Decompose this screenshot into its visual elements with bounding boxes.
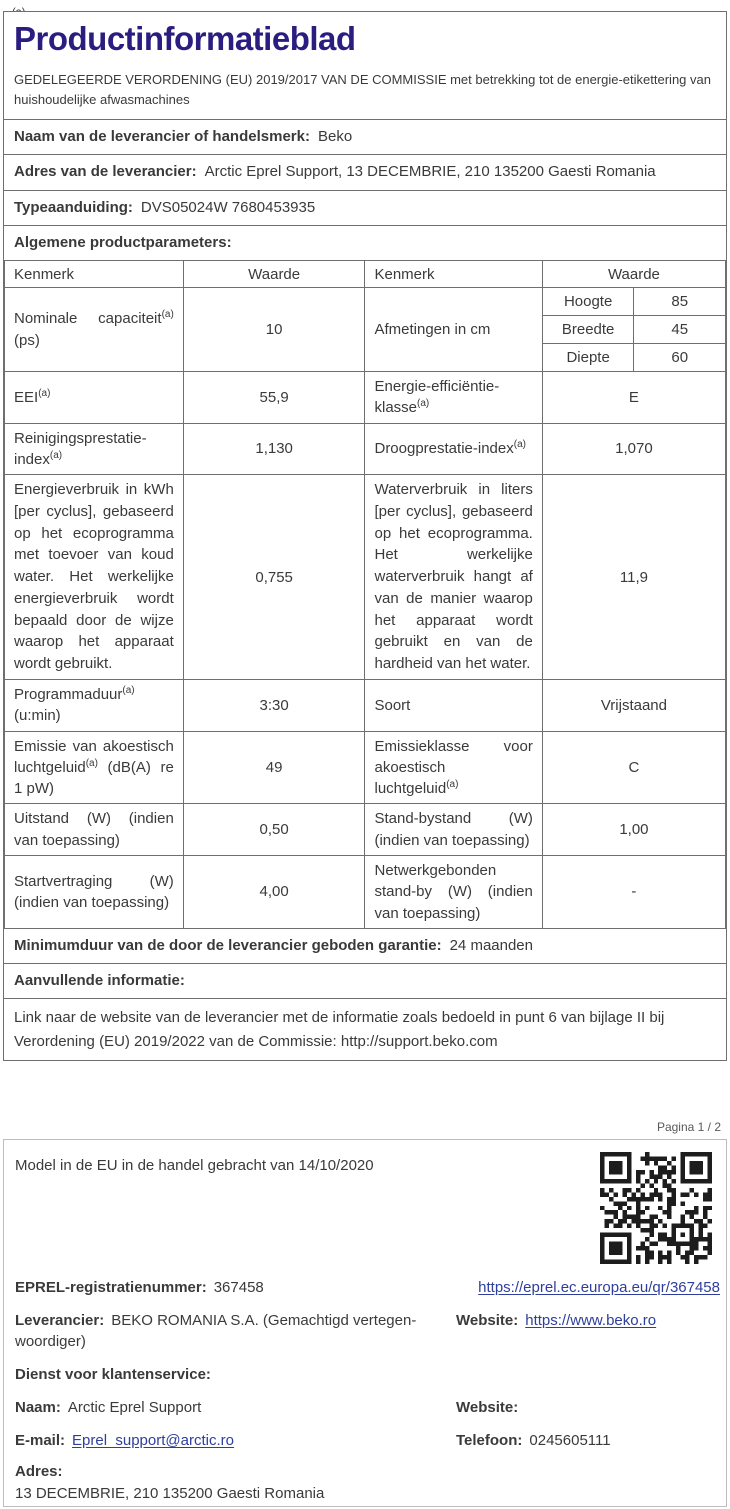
param-value: Vrijstaand (542, 679, 725, 731)
col-header-waarde-1: Waarde (183, 261, 365, 288)
param-label: Uitstand (W) (indien van toepassing) (5, 804, 184, 856)
regulation-subtitle: GEDELEGEERDE VERORDENING (EU) 2019/2017 VAN DE COMMISSIE met betrekking tot de energie-etikettering van huishoudelijke afwasmachines (14, 72, 711, 107)
param-value: 10 (183, 288, 365, 372)
param-label: Droogprestatie-index$^{(a)}$ (365, 423, 542, 475)
dimension-name: Diepte (543, 344, 634, 372)
param-value: 1,130 (183, 423, 365, 475)
supplier-name-row (4, 119, 726, 154)
dimension-name: Breedte (543, 316, 634, 344)
type-designation-row (4, 190, 726, 225)
param-value: 3:30 (183, 679, 365, 731)
param-label: Soort (365, 679, 542, 731)
param-value: 0,50 (183, 804, 365, 856)
type-designation-label: Typeaanduiding: (14, 198, 133, 216)
supplier-address-value: Arctic Eprel Support, 13 DECEMBRIE, 210 135200 Gaesti Romania (204, 163, 656, 181)
service-website-label: Website: (456, 1399, 519, 1416)
service-address-value: 13 DECEMBRIE, 210 135200 Gaesti Romania (15, 1485, 325, 1502)
supplier-row (15, 1310, 443, 1352)
eprel-value: 367458 (213, 1279, 264, 1296)
supplier-website-link[interactable]: http://support.beko.com (340, 1032, 498, 1050)
service-email-label: E-mail: (15, 1432, 66, 1449)
eprel-label: EPREL-registratienummer: (15, 1279, 207, 1296)
supplier-name-value: Beko (317, 128, 353, 145)
dimensions-subtable-cell (542, 288, 725, 372)
table-row (5, 372, 726, 424)
supplier-website-text: Link naar de website van de leverancier met de informatie zoals bedoeld in punt 6 van bijlage II bij Verordening (EU) 2019/2022 van de Commissie: (14, 1009, 665, 1050)
service-name-row (15, 1397, 201, 1418)
table-row (5, 288, 726, 372)
table-row (543, 344, 725, 372)
service-email-link[interactable]: Eprel_support@arctic.ro (72, 1432, 234, 1449)
service-website-row (456, 1397, 525, 1418)
table-row (543, 288, 725, 316)
additional-info-heading: Aanvullende informatie: (4, 963, 726, 998)
service-email-row (15, 1430, 234, 1451)
service-phone-label: Telefoon: (456, 1432, 523, 1449)
supplier-website-row (4, 998, 726, 1060)
table-header-row (5, 261, 726, 288)
param-value: C (542, 731, 725, 804)
col-header-kenmerk-2: Kenmerk (365, 261, 542, 288)
page-indicator: Pagina 1 / 2 (656, 1120, 721, 1134)
col-header-waarde-2: Waarde (542, 261, 725, 288)
table-row (5, 804, 726, 856)
dimensions-subtable (543, 288, 725, 371)
dimension-value: 85 (634, 288, 725, 316)
param-value: E (542, 372, 725, 424)
param-label: Startvertraging (W) (indien van toepassing) (5, 856, 184, 929)
dimension-value: 45 (634, 316, 725, 344)
website-label: Website: (456, 1312, 519, 1329)
param-label: Waterverbruik in liters [per cyclus], gebaseerd op het ecoprogramma. Het werkelijke waterverbruik hangt af van de manier waarop het apparaat wordt gebruikt en van de hardheid van het water. (365, 475, 542, 680)
registration-box (3, 1139, 727, 1507)
service-phone-row (456, 1430, 611, 1451)
type-designation-value: DVS05024W 7680453935 (140, 198, 316, 216)
qr-code (600, 1152, 712, 1264)
table-row (5, 475, 726, 680)
service-name-value: Arctic Eprel Support (67, 1399, 202, 1416)
col-header-kenmerk-1: Kenmerk (5, 261, 184, 288)
supplier-value: BEKO ROMANIA S.A. (Gemachtigd vertegen-woordiger) (15, 1312, 417, 1350)
supplier-label: Leverancier: (15, 1312, 105, 1329)
param-value: 0,755 (183, 475, 365, 680)
warranty-value: 24 maanden (449, 936, 533, 954)
supplier-name-label: Naam van de leverancier of handelsmerk: (14, 128, 310, 145)
table-row (5, 679, 726, 731)
warranty-row (4, 929, 726, 963)
param-value: 11,9 (542, 475, 725, 680)
service-address-label-row: Adres: (15, 1463, 63, 1480)
param-value: 55,9 (183, 372, 365, 424)
page-title: Productinformatieblad (14, 20, 356, 57)
table-row (543, 316, 725, 344)
customer-service-heading: Dienst voor klantenservice: (15, 1366, 211, 1383)
table-row (5, 731, 726, 804)
param-label: Netwerkgebonden stand-by (W) (indien van toepassing) (365, 856, 542, 929)
service-phone-value: 0245605111 (529, 1432, 611, 1449)
param-label: Afmetingen in cm (365, 288, 542, 372)
param-value: 1,00 (542, 804, 725, 856)
table-row (5, 423, 726, 475)
param-label: Stand-bystand (W) (indien van toepassing) (365, 804, 542, 856)
dimension-value: 60 (634, 344, 725, 372)
website-link[interactable]: https://www.beko.ro (525, 1312, 657, 1329)
table-row (5, 856, 726, 929)
market-date-line: Model in de EU in de handel gebracht van 14/10/2020 (15, 1157, 374, 1174)
warranty-label: Minimumduur van de door de leverancier geboden garantie: (14, 936, 442, 954)
eprel-qr-link[interactable]: https://eprel.ec.europa.eu/qr/367458 (478, 1279, 720, 1296)
dimension-name: Hoogte (543, 288, 634, 316)
param-label: EEI$^{(a)}$ (5, 372, 184, 424)
parameters-table (4, 260, 726, 929)
param-value: - (542, 856, 725, 929)
website-row (456, 1310, 656, 1331)
supplier-address-row (4, 154, 726, 189)
eprel-registration-row (15, 1277, 264, 1298)
param-label: Programmaduur$^{(a)}$ (u:min) (5, 679, 184, 731)
param-label: Nominale capaciteit$^{(a)}$ (ps) (5, 288, 184, 372)
param-value: 4,00 (183, 856, 365, 929)
param-label: Energieverbruik in kWh [per cyclus], gebaseerd op het ecoprogramma met toevoer van koud water. Het werkelijke energieverbruik wordt bepaald door de wijze waarop het apparaat wordt gebruikt. (5, 475, 184, 680)
service-name-label: Naam: (15, 1399, 61, 1416)
doc-header (4, 12, 726, 119)
general-parameters-heading: Algemene productparameters: (4, 225, 726, 260)
param-value: 49 (183, 731, 365, 804)
product-information-sheet (3, 11, 727, 1061)
param-label: Emissieklasse voor akoestisch luchtgeluid$^{(a)}$ (365, 731, 542, 804)
param-label: Energie-efficiëntie-klasse$^{(a)}$ (365, 372, 542, 424)
param-value: 1,070 (542, 423, 725, 475)
supplier-address-label: Adres van de leverancier: (14, 163, 197, 181)
param-label: Emissie van akoestisch luchtgeluid$^{(a)}$ (dB(A) re 1 pW) (5, 731, 184, 804)
param-label: Reinigingsprestatie-index$^{(a)}$ (5, 423, 184, 475)
